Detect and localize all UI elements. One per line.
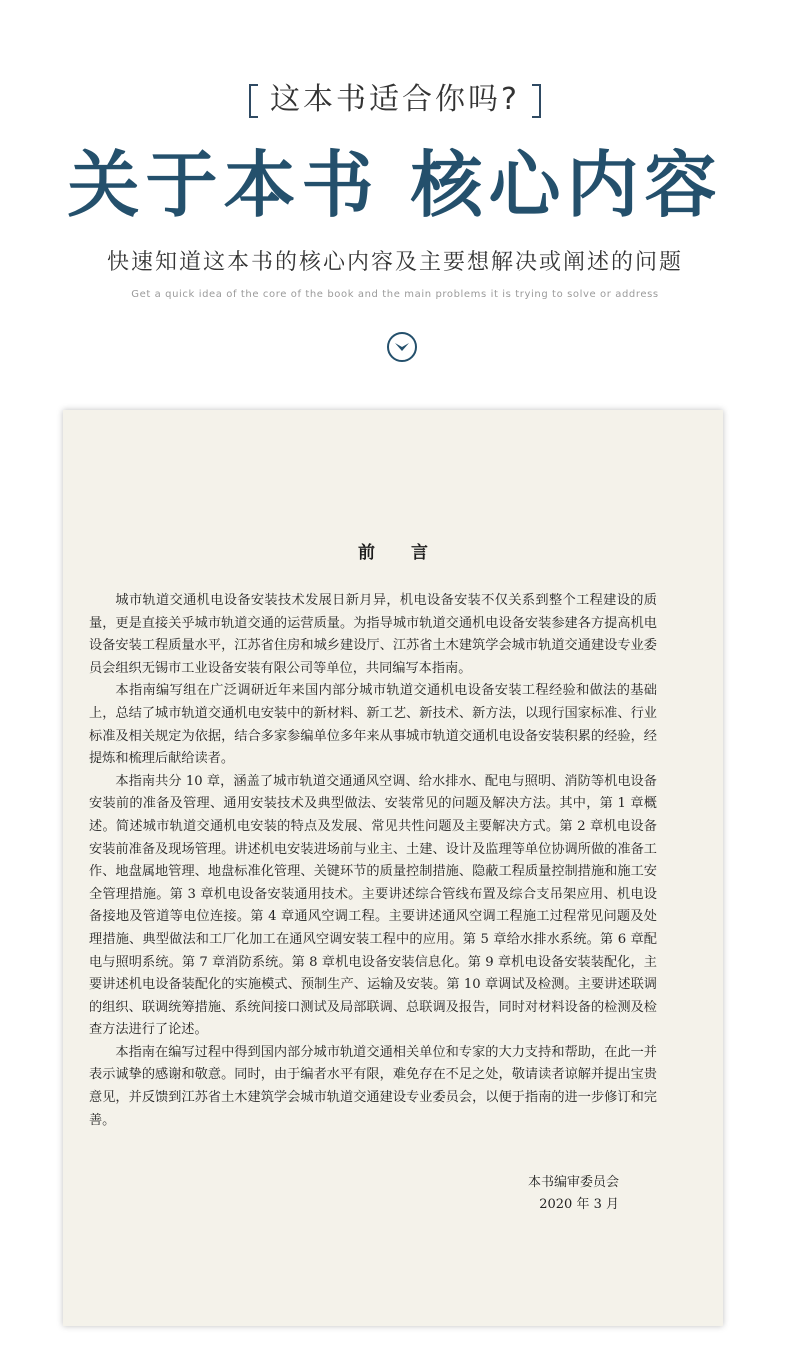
paragraph: 本指南在编写过程中得到国内部分城市轨道交通相关单位和专家的大力支持和帮助，在此一并表示诚挚的感谢和敬意。同时，由于编者水平有限，难免存在不足之处，敬请读者谅解并提出宝贵意见，并反馈到江苏省土木建筑学会城市轨道交通建设专业委员会，以便于指南的进一步修订和完善。 bbox=[89, 1044, 657, 1128]
header-section bbox=[0, 0, 790, 400]
description-en: Get a quick idea of the core of the book and the main problems it is trying to solve or address bbox=[131, 289, 659, 300]
document-title: 前言 bbox=[358, 543, 464, 563]
subtitle-text: 这本书适合你吗? bbox=[270, 82, 520, 117]
left-bracket-icon bbox=[249, 84, 258, 118]
subtitle bbox=[0, 74, 790, 118]
main-title: 关于本书 核心内容 bbox=[67, 143, 723, 227]
paragraph: 本指南共分 10 章，涵盖了城市轨道交通通风空调、给水排水、配电与照明、消防等机电设备安装前的准备及管理、通用安装技术及典型做法、安装常见的问题及解决方法。其中，第 1 章概述。简述城市轨道交通机电安装的特点及发展、常见共性问题及主要解决方式。第 2 章机电设备安装前准备及现场管理。讲述机电安装进场前与业主、土建、设计及监理等单位协调所做的准备工作、地盘属地管理、地盘标准化管理、关键环节的质量控制措施、隐蔽工程质量控制措施和施工安全管理措施。第 3 章机电设备安装通用技术。主要讲述综合管线布置及综合支吊架应用、机电设备接地及管道等电位连接。第 4 章通风空调工程。主要讲述通风空调工程施工过程常见问题及处理措施、典型做法和工厂化加工在通风空调安装工程中的应用。第 5 章给水排水系统。第 6 章配电与照明系统。第 7 章消防系统。第 8 章机电设备安装信息化。第 9 章机电设备安装装配化，主要讲述机电设备装配化的实施模式、预制生产、运输及安装。第 10 章调试及检测。主要讲述联调的组织、联调统筹措施、系统间接口测试及局部联调、总联调及报告，同时对材料设备的检测及检查方法进行了论述。 bbox=[89, 773, 657, 1038]
right-bracket-icon bbox=[532, 84, 541, 118]
paragraph: 城市轨道交通机电设备安装技术发展日新月异，机电设备安装不仅关系到整个工程建设的质量，更是直接关乎城市轨道交通的运营质量。为指导城市轨道交通机电设备安装参建各方提高机电设备安装工程质量水平，江苏省住房和城乡建设厅、江苏省土木建筑学会城市轨道交通建设专业委员会组织无锡市工业设备安装有限公司等单位，共同编写本指南。 bbox=[89, 593, 657, 676]
signature-block bbox=[528, 1172, 619, 1216]
date: 2020 年 3 月 bbox=[539, 1197, 619, 1212]
book-page-photo bbox=[63, 410, 723, 1326]
signature: 本书编审委员会 bbox=[527, 1175, 619, 1190]
description: 快速知道这本书的核心内容及主要想解决或阐述的问题 bbox=[106, 250, 683, 275]
document-body bbox=[89, 590, 657, 1132]
paragraph: 本指南编写组在广泛调研近年来国内部分城市轨道交通机电设备安装工程经验和做法的基础上，总结了城市轨道交通机电安装中的新材料、新工艺、新技术、新方法，以现行国家标准、行业标准及相关规定为依据，结合多家参编单位多年来从事城市轨道交通机电设备安装积累的经验，经提炼和梳理后献给读者。 bbox=[89, 683, 657, 767]
chevron-down-circle-icon bbox=[386, 331, 418, 363]
